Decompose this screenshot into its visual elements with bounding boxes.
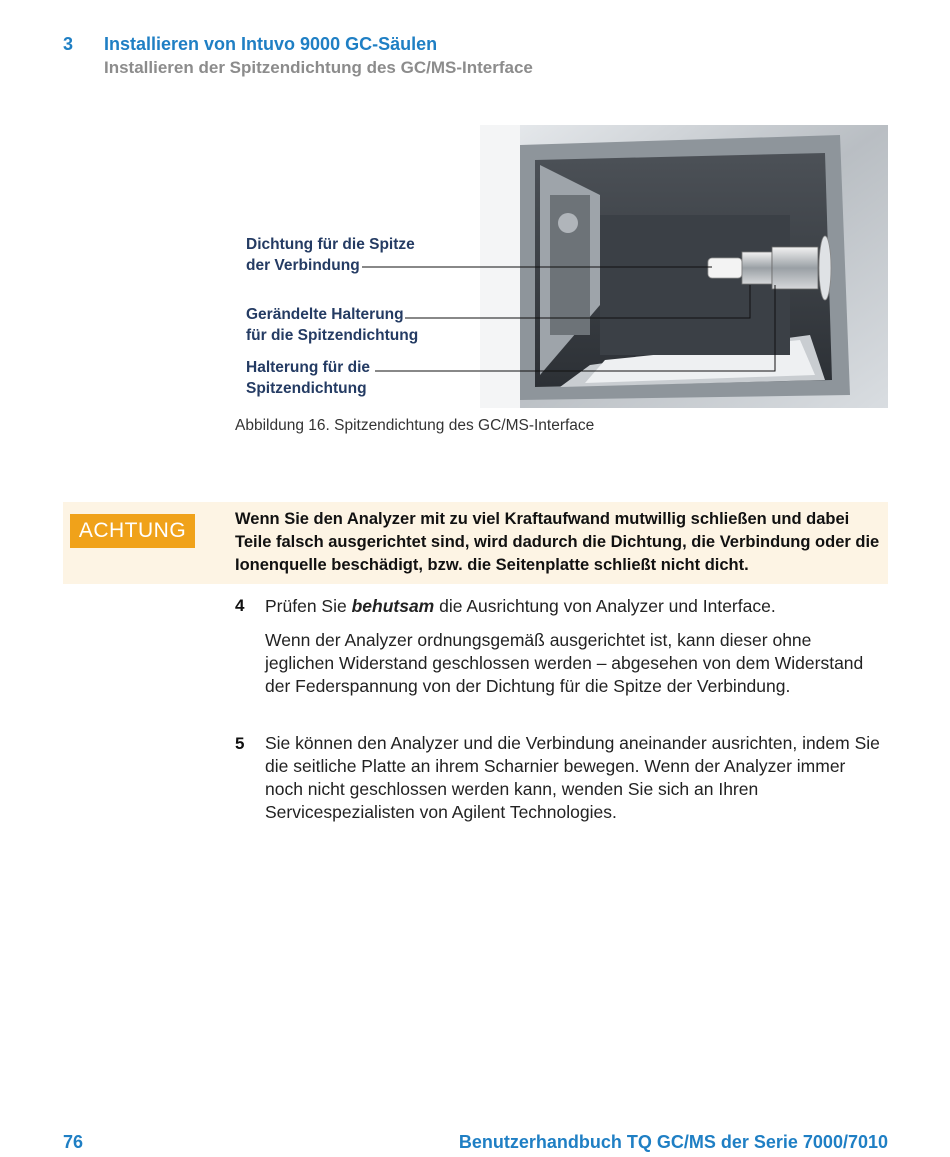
- page-number: 76: [63, 1132, 84, 1152]
- callout-line: Gerändelte Halterung: [246, 306, 404, 323]
- step-text-part: die Ausrichtung von Analyzer und Interface.: [434, 596, 776, 616]
- callout-line: Halterung für die: [246, 359, 371, 376]
- callout-seal-holder: [246, 357, 370, 399]
- step-text: [265, 595, 880, 618]
- callout-line: der Verbindung: [246, 257, 360, 274]
- step-text-part: Prüfen Sie: [265, 596, 352, 616]
- callout-tip-seal: [246, 234, 415, 276]
- chapter-title: Installieren von Intuvo 9000 GC-Säulen: [104, 34, 438, 54]
- step-note: Wenn der Analyzer ordnungsgemäß ausgerichtet ist, kann dieser ohne jeglichen Widerstand geschlossen werden – abgesehen von dem Widerstand der Federspannung von der Dichtung für die Spitze der Verbindung.: [265, 630, 864, 696]
- step-emphasis: behutsam: [351, 596, 435, 616]
- step-number: 5: [235, 734, 245, 753]
- callout-line: Spitzendichtung: [246, 380, 367, 397]
- section-title: Installieren der Spitzendichtung des GC/MS-Interface: [104, 58, 533, 77]
- step-number: 4: [235, 596, 245, 615]
- caution-badge: ACHTUNG: [70, 514, 195, 548]
- callout-line: für die Spitzendichtung: [246, 327, 419, 344]
- figure-caption: Abbildung 16. Spitzendichtung des GC/MS-Interface: [235, 417, 595, 434]
- caution-text: Wenn Sie den Analyzer mit zu viel Kraftaufwand mutwillig schließen und dabei Teile falsch ausgerichtet sind, wird dadurch die Dichtung, die Verbindung oder die Ionenquelle beschädigt, bzw. die Seitenplatte schließt nicht dicht.: [235, 510, 880, 574]
- callout-knurled-holder: [246, 304, 418, 346]
- manual-title: Benutzerhandbuch TQ GC/MS der Serie 7000/7010: [458, 1132, 888, 1152]
- step-text: Sie können den Analyzer und die Verbindung aneinander ausrichten, indem Sie die seitliche Platte an ihrem Scharnier bewegen. Wenn der Analyzer immer noch nicht geschlossen werden kann, wenden Sie sich an Ihren Servicespezialisten von Agilent Technologies.: [265, 733, 880, 822]
- callout-leader-lines: [0, 0, 950, 450]
- callout-line: Dichtung für die Spitze: [246, 236, 415, 253]
- chapter-number: 3: [63, 34, 74, 54]
